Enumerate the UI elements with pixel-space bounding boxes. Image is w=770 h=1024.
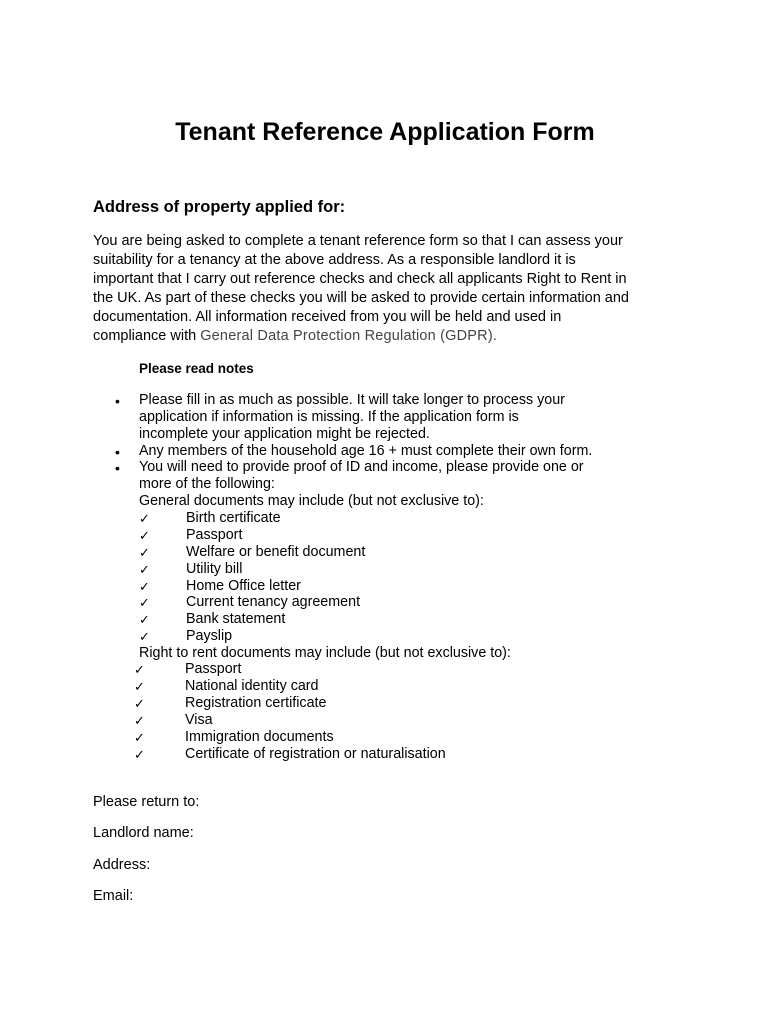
intro-line-prefix: compliance with [93, 328, 201, 344]
bullet-line: incomplete your application might be rejected. [139, 426, 430, 442]
check-icon: ✓ [134, 662, 145, 677]
bullet-icon: • [115, 393, 120, 409]
check-icon: ✓ [139, 595, 150, 610]
general-doc-item: Payslip [186, 628, 233, 644]
general-doc-item: Home Office letter [186, 578, 301, 594]
right-to-rent-intro: Right to rent documents may include (but not exclusive to): [139, 645, 511, 661]
bullet-line: Please fill in as much as possible. It will take longer to process your [139, 392, 565, 408]
check-icon: ✓ [139, 612, 150, 627]
check-icon: ✓ [134, 730, 145, 745]
intro-line: You are being asked to complete a tenant reference form so that I can assess your [93, 233, 623, 249]
general-doc-item: Current tenancy agreement [186, 594, 361, 610]
right-to-rent-item: Immigration documents [185, 729, 334, 745]
bullet-text [139, 392, 565, 443]
right-to-rent-item: Visa [185, 712, 213, 728]
page-title: Tenant Reference Application Form [175, 118, 595, 146]
intro-line: the UK. As part of these checks you will be asked to provide certain information and [93, 290, 629, 306]
general-doc-item: Welfare or benefit document [186, 544, 366, 560]
check-icon: ✓ [139, 629, 150, 644]
right-to-rent-item: Registration certificate [185, 695, 327, 711]
intro-line: documentation. All information received from you will be held and used in [93, 309, 562, 325]
check-icon: ✓ [139, 528, 150, 543]
check-icon: ✓ [139, 579, 150, 594]
right-to-rent-item: National identity card [185, 678, 319, 694]
general-doc-item: Passport [186, 527, 243, 543]
address-heading: Address of property applied for: [93, 198, 346, 216]
check-icon: ✓ [134, 696, 145, 711]
bullet-icon: • [115, 460, 120, 476]
intro-line: important that I carry out reference checks and check all applicants Right to Rent in [93, 271, 627, 287]
notes-heading: Please read notes [139, 361, 254, 376]
check-icon: ✓ [134, 679, 145, 694]
bullet-text [139, 459, 584, 493]
bullet-icon: • [115, 444, 120, 460]
check-icon: ✓ [134, 747, 145, 762]
address-label: Address: [93, 857, 151, 873]
intro-line-last [93, 327, 629, 346]
general-docs-intro: General documents may include (but not exclusive to): [139, 493, 484, 509]
return-to-label: Please return to: [93, 794, 200, 810]
check-icon: ✓ [139, 511, 150, 526]
right-to-rent-item: Passport [185, 661, 242, 677]
email-label: Email: [93, 888, 134, 904]
bullet-line: You will need to provide proof of ID and income, please provide one or [139, 459, 584, 475]
general-doc-item: Bank statement [186, 611, 286, 627]
gdpr-link[interactable]: General Data Protection Regulation (GDPR). [200, 328, 498, 344]
bullet-text: Any members of the household age 16 + must complete their own form. [139, 443, 593, 459]
bullet-line: more of the following: [139, 476, 275, 492]
intro-paragraph [93, 232, 629, 346]
check-icon: ✓ [134, 713, 145, 728]
landlord-name-label: Landlord name: [93, 825, 194, 841]
bullet-line: application if information is missing. If the application form is [139, 409, 519, 425]
check-icon: ✓ [139, 562, 150, 577]
right-to-rent-item: Certificate of registration or naturalisation [185, 746, 446, 762]
general-doc-item: Utility bill [186, 561, 243, 577]
check-icon: ✓ [139, 545, 150, 560]
general-doc-item: Birth certificate [186, 510, 281, 526]
intro-line: suitability for a tenancy at the above address. As a responsible landlord it is [93, 252, 576, 268]
